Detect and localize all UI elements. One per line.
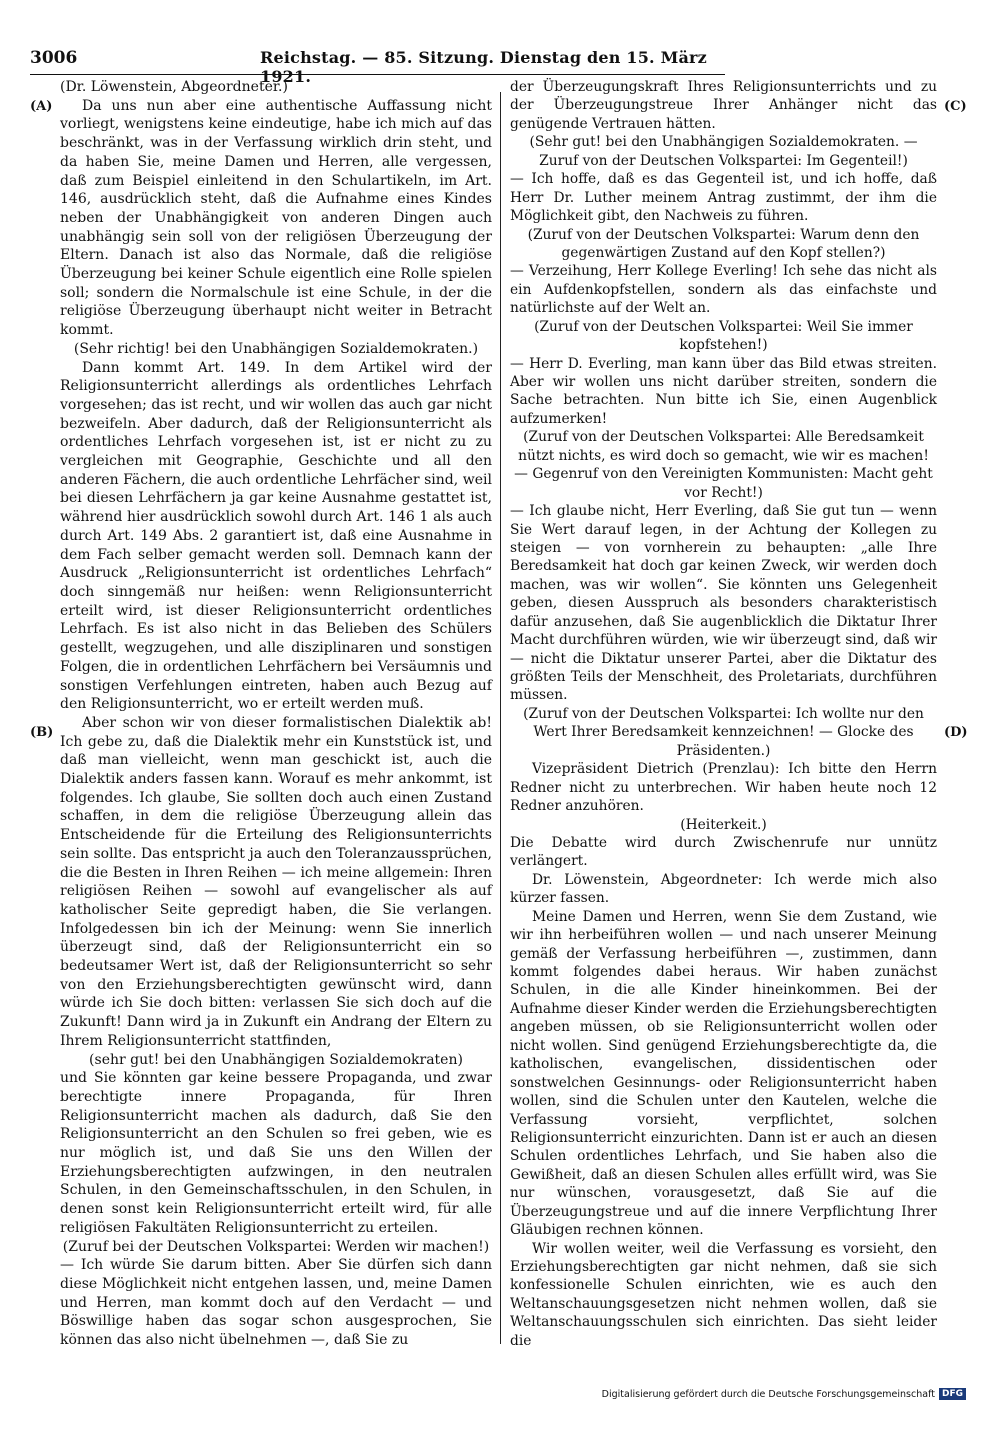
paragraph: — Herr D. Everling, man kann über das Bild etwas streiten. Aber wir wollen uns nicht darüber streiten, sondern die Sache betrachten. Nun bitte ich Sie, einen Augenblick aufzumerken! [510, 355, 937, 427]
paragraph: Die Debatte wird durch Zwischenrufe nur unnütz verlängert. [510, 834, 937, 870]
paragraph: und Sie könnten gar keine bessere Propaganda, und zwar berechtigte innere Propaganda, für Ihren Religionsunterricht machen als dadurch, daß Sie den Religionsunterricht an den Schulen so frei geben, wie es nur möglich ist, und daß Sie uns den Willen der Erziehungsberechtigten aufzwingen, in den neutralen Schulen, in den Gemeinschaftsschulen, in den Schulen, in denen sonst kein Religionsunterricht erteilt wird, für alle religiösen Fakultäten Religionsunterricht zu erteilen. [60, 1070, 492, 1236]
interjection: (Heiterkeit.) [680, 816, 767, 833]
paragraph: Wir wollen weiter, weil die Verfassung es vorsieht, den Erziehungsberechtigten gar nicht nehmen, daß sie sich konfessionelle Schulen einrichten, wie es auch den Weltanschauungsgesetzen nicht nehmen wollen, daß sie Weltanschauungsschulen sich einrichten. Das sieht leider die [510, 1240, 937, 1349]
interjection: (Zuruf von der Deutschen Volkspartei: Warum denn den gegenwärtigen Zustand auf den Kopf stellen?) [527, 226, 920, 261]
paragraph: — Ich würde Sie darum bitten. Aber Sie dürfen sich dann diese Möglichkeit nicht entgehen lassen, und, meine Damen und Herren, man kommt doch auf den Verdacht — und Böswillige haben das sogar schon ausgesprochen, Sie können das also nicht übelnehmen —, daß Sie zu [60, 1257, 492, 1349]
paragraph: Meine Damen und Herren, wenn Sie dem Zustand, wie wir ihn herbeiführen wollen — und nach unserer Meinung gemäß der Verfassung herbeiführen —, zustimmen, dann kommt folgendes dabei heraus. Wir haben zunächst Schulen, in die alle Kinder hineinkommen. Bei der Aufnahme dieser Kinder werden die Erziehungsberechtigten angeben müssen, ob sie Religionsunterricht wollen oder nicht wollen. Sind genügend Erziehungsberechtigte da, die katholischen, evangelischen, dissidentischen oder sonstwelchen Gesinnungs- oder Religionsunterricht haben wollen, sind die Schulen unter den Kautelen, welche die Verfassung vorsieht, verpflichtet, solchen Religionsunterricht einzurichten. Dann ist er auch an diesen Schulen ordentliches Lehrfach, und Sie haben also die Gewißheit, daß an diesen Schulen alles erfüllt wird, was Sie nur wünschen, vorausgesetzt, daß Sie auf die Überzeugungstreue und auf die innere Verpflichtung Ihrer Gläubigen rechnen können. [510, 908, 937, 1239]
interjection: (Zuruf von der Deutschen Volkspartei: Alle Beredsamkeit nützt nichts, es wird doch so gemacht, wie wir es machen! — Gegenruf von den Vereinigten Kommunisten: Macht geht vor Recht!) [514, 429, 933, 501]
margin-marker-c: (C) [944, 99, 967, 114]
digitization-credit [602, 1388, 966, 1400]
paragraph: Dann kommt Art. 149. In dem Artikel wird der Religionsunterricht allerdings als ordentliches Lehrfach vorgesehen; das ist recht, und wir wollen das auch gar nicht bezweifeln. Aber dadurch, daß der Religionsunterricht als ordentliches Lehrfach vorgesehen ist, ist er nicht zu zu vergleichen mit Geographie, Geschichte und all den anderen Fächern, die auch ordentliche Lehrfächer sind, weil bei diesen Lehrfächern ja gar keine Ausnahme gestattet ist, während hier ausdrücklich sowohl durch Art. 146 1 als auch durch Art. 149 Abs. 2 garantiert ist, daß eine Ausnahme in dem Fach selber gemacht werden soll. Demnach kann der Ausdruck „Religionsunterricht ist ordentliches Lehrfach“ doch sinngemäß nur heißen: wenn Religionsunterricht erteilt wird, ist dieser Religionsunterricht ordentliches Lehrfach. Es ist also nicht in das Belieben des Schülers gestellt, wegzugehen, und alle disziplinaren und sonstigen Folgen, die in ordentlichen Lehrfächern bei Versäumnis und sonstigen Verfehlungen eintreten, haben auch Bezug auf den Religionsunterricht, wo er erteilt werden muß. [60, 359, 492, 713]
paragraph: Da uns nun aber eine authentische Auffassung nicht vorliegt, wenigstens keine eindeutige, habe ich mich auf das beschränkt, was in der Verfassung wirklich drin steht, und da haben Sie, meine Damen und Herren, alle vergessen, daß zum Beispiel einleitend in den Schulartikeln, im Art. 146, ausdrücklich steht, daß die Aufnahme eines Kindes neben der Unabhängigkeit von anderen Dingen auch unabhängig sein soll von der religiösen Überzeugung der Eltern. Danach ist also das Normale, daß die religiöse Überzeugung bei keiner Schule eigentlich eine Rolle spielen soll; sondern die Normalschule ist eine Schule, in der die religiöse Überzeugung überhaupt nicht weiter in Betracht kommt. [60, 97, 492, 339]
running-header [30, 48, 725, 86]
column-divider [500, 92, 501, 1344]
left-column [60, 78, 492, 1350]
margin-marker-b: (B) [30, 725, 54, 740]
paragraph: Aber schon wir von dieser formalistischen Dialektik ab! Ich gebe zu, daß die Dialektik mehr ein Kunststück ist, und daß man vielleicht, wenn man geschickt ist, auch die Dialektik anders fassen kann. Worauf es mehr ankommt, ist folgendes. Ich glaube, Sie sollten doch auch einen Zustand schaffen, in dem die religiöse Überzeugung allein das Entscheidende für die Erteilung des Religionsunterrichts sein sollte. Das entspricht ja auch den Toleranzaussprüchen, die die Besten in Ihren Reihen — ich meine allgemein: Ihren religiösen Reihen — sowohl auf evangelischer als auf katholischer Seite gepredigt haben, die Sie verlangen. Infolgedessen bin ich der Meinung: wenn Sie innerlich überzeugt sind, daß der Religionsunterricht ein so bedeutsamer Wert ist, daß der Religionsunterricht so sehr von den Erziehungsberechtigten gewünscht wird, dann würde ich Sie doch bitten: verlassen Sie sich doch auf die Zukunft! Dann wird ja in Zukunft ein Andrang der Eltern zu Ihrem Religionsunterricht stattfinden, [60, 714, 492, 1049]
paragraph: — Verzeihung, Herr Kollege Everling! Ich sehe das nicht als ein Aufdenkopfstellen, sondern als das einfachste und natürlichste auf der Welt an. [510, 263, 937, 317]
right-column [510, 78, 937, 1350]
interjection: (Zuruf von der Deutschen Volkspartei: Weil Sie immer kopfstehen!) [534, 318, 913, 354]
paragraph: der Überzeugungskraft Ihres Religionsunterrichts und zu der Überzeugungstreue Ihrer Anhänger nicht das genügende Vertrauen hätten. [510, 79, 937, 132]
credit-text: Digitalisierung gefördert durch die Deutsche Forschungsgemeinschaft [601, 1388, 935, 1400]
page-number: 3006 [30, 48, 78, 68]
interjection: (Sehr richtig! bei den Unabhängigen Sozialdemokraten.) [73, 340, 479, 357]
interjection: (Zuruf von der Deutschen Volkspartei: Ich wollte nur den Wert Ihrer Beredsamkeit kennzeichnen! — Glocke des Präsidenten.) [523, 705, 924, 759]
paragraph: Dr. Löwenstein, Abgeordneter: Ich werde mich also kürzer fassen. [510, 871, 937, 907]
interjection: (Sehr gut! bei den Unabhängigen Sozialdemokraten. — Zuruf von der Deutschen Volkspartei: Im Gegenteil!) [529, 134, 918, 169]
paragraph: — Ich glaube nicht, Herr Everling, daß Sie gut tun — wenn Sie Wert darauf legen, in der Achtung der Kollegen zu steigen — von vornherein zu behaupten: „alle Ihre Beredsamkeit hat doch gar keinen Zweck, wir werden doch machen, was wir wollen“. Sie könnten uns Gelegenheit geben, diesen Ausspruch als besonders charakteristisch dafür anzusehen, daß Sie augenblicklich die Diktatur Ihrer Macht durchführen würden, wie wir überzeugt sind, daß wir — nicht die Diktatur unserer Partei, aber die Diktatur des größten Teils der Menschheit, des Proletariats, durchführen müssen. [510, 503, 937, 704]
paragraph: Vizepräsident Dietrich (Prenzlau): Ich bitte den Herrn Redner nicht zu unterbrechen. Wir haben heute noch 12 Redner anzuhören. [510, 761, 937, 815]
dfg-logo: DFG [939, 1388, 966, 1400]
interjection: (sehr gut! bei den Unabhängigen Sozialdemokraten) [89, 1051, 463, 1068]
paragraph: — Ich hoffe, daß es das Gegenteil ist, und ich hoffe, daß Herr Dr. Luther meinem Antrag zustimmt, der ihm die Möglichkeit gibt, den Nachweis zu führen. [510, 171, 937, 225]
speaker-note: (Dr. Löwenstein, Abgeordneter.) [60, 79, 288, 95]
interjection: (Zuruf bei der Deutschen Volkspartei: Werden wir machen!) [62, 1238, 490, 1255]
margin-marker-a: (A) [30, 99, 53, 114]
running-head-title: Reichstag. — 85. Sitzung. Dienstag den 15. März 1921. [260, 48, 707, 86]
margin-marker-d: (D) [944, 725, 968, 740]
